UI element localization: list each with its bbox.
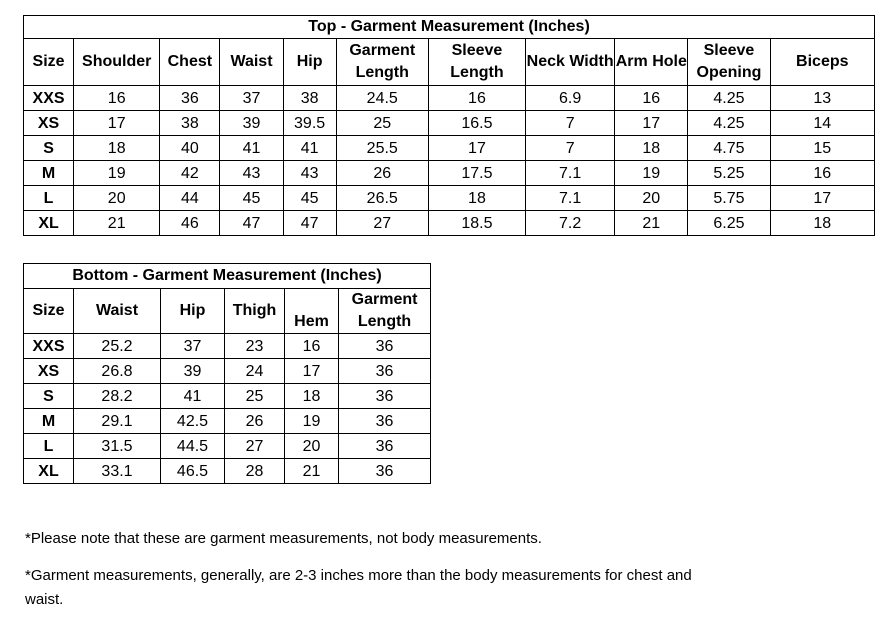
table-cell: 40	[160, 136, 220, 161]
table-cell: 17	[74, 111, 160, 136]
table-cell: 43	[220, 161, 283, 186]
size-cell: S	[24, 384, 74, 409]
table-cell: 37	[220, 86, 283, 111]
header-chest: Chest	[160, 39, 220, 86]
table-row	[24, 459, 431, 484]
table-cell: 26	[336, 161, 428, 186]
table-cell: 7	[526, 111, 615, 136]
bottom-table-title: Bottom - Garment Measurement (Inches)	[24, 264, 431, 289]
size-cell: XS	[24, 111, 74, 136]
table-cell: 17	[770, 186, 874, 211]
size-cell: XXS	[24, 86, 74, 111]
bottom-table-body	[24, 334, 431, 484]
table-cell: 46.5	[161, 459, 225, 484]
table-row	[24, 409, 431, 434]
table-row	[24, 384, 431, 409]
table-cell: 41	[283, 136, 336, 161]
size-cell: S	[24, 136, 74, 161]
table-cell: 38	[283, 86, 336, 111]
table-cell: 47	[283, 211, 336, 236]
table-row	[24, 186, 875, 211]
size-cell: M	[24, 409, 74, 434]
size-cell: XS	[24, 359, 74, 384]
top-table-header-row	[24, 39, 875, 86]
table-row	[24, 434, 431, 459]
table-cell: 33.1	[74, 459, 161, 484]
table-cell: 17	[428, 136, 525, 161]
table-cell: 36	[339, 334, 431, 359]
table-cell: 16.5	[428, 111, 525, 136]
table-cell: 23	[225, 334, 285, 359]
table-cell: 47	[220, 211, 283, 236]
table-cell: 44.5	[161, 434, 225, 459]
table-cell: 18	[285, 384, 339, 409]
table-cell: 7	[526, 136, 615, 161]
table-cell: 16	[428, 86, 525, 111]
table-cell: 42.5	[161, 409, 225, 434]
table-cell: 36	[160, 86, 220, 111]
table-cell: 16	[770, 161, 874, 186]
table-row	[24, 211, 875, 236]
table-row	[24, 86, 875, 111]
note-measurement-difference: *Garment measurements, generally, are 2-3 inches more than the body measurements for chest and waist.	[25, 567, 692, 608]
table-row	[24, 136, 875, 161]
table-cell: 21	[74, 211, 160, 236]
table-cell: 39	[220, 111, 283, 136]
header-hem: Hem	[285, 289, 339, 334]
table-cell: 19	[285, 409, 339, 434]
table-cell: 19	[615, 161, 688, 186]
table-cell: 6.9	[526, 86, 615, 111]
table-cell: 36	[339, 434, 431, 459]
table-cell: 20	[74, 186, 160, 211]
table-cell: 18	[615, 136, 688, 161]
table-cell: 4.25	[688, 111, 770, 136]
table-cell: 7.1	[526, 161, 615, 186]
table-cell: 36	[339, 384, 431, 409]
table-cell: 41	[161, 384, 225, 409]
table-cell: 41	[220, 136, 283, 161]
table-cell: 18	[428, 186, 525, 211]
table-row	[24, 334, 431, 359]
bottom-table-header-row	[24, 289, 431, 334]
header-waist: Waist	[220, 39, 283, 86]
table-cell: 25.2	[74, 334, 161, 359]
table-cell: 5.25	[688, 161, 770, 186]
header-garment-length: Garment Length	[339, 289, 431, 334]
note-garment-measurements: *Please note that these are garment measurements, not body measurements.	[25, 530, 542, 547]
table-cell: 38	[160, 111, 220, 136]
table-cell: 21	[615, 211, 688, 236]
size-cell: M	[24, 161, 74, 186]
table-cell: 27	[225, 434, 285, 459]
table-cell: 26	[225, 409, 285, 434]
table-cell: 31.5	[74, 434, 161, 459]
header-sleeve-length: Sleeve Length	[428, 39, 525, 86]
table-cell: 39	[161, 359, 225, 384]
table-cell: 25.5	[336, 136, 428, 161]
table-cell: 19	[74, 161, 160, 186]
table-cell: 26.5	[336, 186, 428, 211]
table-cell: 39.5	[283, 111, 336, 136]
header-size: Size	[24, 39, 74, 86]
table-row	[24, 161, 875, 186]
header-arm-hole: Arm Hole	[615, 39, 688, 86]
table-cell: 36	[339, 459, 431, 484]
table-cell: 6.25	[688, 211, 770, 236]
table-cell: 28	[225, 459, 285, 484]
table-cell: 7.1	[526, 186, 615, 211]
header-garment-length: Garment Length	[336, 39, 428, 86]
table-cell: 4.25	[688, 86, 770, 111]
table-cell: 42	[160, 161, 220, 186]
bottom-measurement-table	[23, 263, 431, 484]
table-cell: 45	[220, 186, 283, 211]
table-cell: 45	[283, 186, 336, 211]
header-neck-width: Neck Width	[526, 39, 615, 86]
table-cell: 20	[615, 186, 688, 211]
table-cell: 27	[336, 211, 428, 236]
table-cell: 29.1	[74, 409, 161, 434]
header-size: Size	[24, 289, 74, 334]
table-cell: 5.75	[688, 186, 770, 211]
header-waist: Waist	[74, 289, 161, 334]
header-shoulder: Shoulder	[74, 39, 160, 86]
table-cell: 37	[161, 334, 225, 359]
header-biceps: Biceps	[770, 39, 874, 86]
header-sleeve-opening: Sleeve Opening	[688, 39, 770, 86]
table-cell: 26.8	[74, 359, 161, 384]
table-cell: 36	[339, 409, 431, 434]
table-cell: 24	[225, 359, 285, 384]
table-row	[24, 111, 875, 136]
table-row	[24, 359, 431, 384]
size-cell: L	[24, 186, 74, 211]
size-cell: L	[24, 434, 74, 459]
table-cell: 13	[770, 86, 874, 111]
table-cell: 36	[339, 359, 431, 384]
table-cell: 18	[74, 136, 160, 161]
table-cell: 21	[285, 459, 339, 484]
top-measurement-table	[23, 15, 875, 236]
table-cell: 17.5	[428, 161, 525, 186]
header-hip: Hip	[283, 39, 336, 86]
size-cell: XL	[24, 211, 74, 236]
table-cell: 14	[770, 111, 874, 136]
table-cell: 16	[285, 334, 339, 359]
table-cell: 7.2	[526, 211, 615, 236]
table-cell: 16	[74, 86, 160, 111]
top-table-body	[24, 86, 875, 236]
table-cell: 4.75	[688, 136, 770, 161]
table-cell: 16	[615, 86, 688, 111]
table-cell: 43	[283, 161, 336, 186]
table-cell: 18	[770, 211, 874, 236]
table-cell: 18.5	[428, 211, 525, 236]
table-cell: 15	[770, 136, 874, 161]
table-cell: 28.2	[74, 384, 161, 409]
size-cell: XL	[24, 459, 74, 484]
header-hip: Hip	[161, 289, 225, 334]
table-cell: 17	[285, 359, 339, 384]
table-cell: 46	[160, 211, 220, 236]
table-cell: 24.5	[336, 86, 428, 111]
header-thigh: Thigh	[225, 289, 285, 334]
top-table-title: Top - Garment Measurement (Inches)	[24, 16, 875, 39]
table-cell: 25	[225, 384, 285, 409]
table-cell: 20	[285, 434, 339, 459]
table-cell: 17	[615, 111, 688, 136]
table-cell: 25	[336, 111, 428, 136]
table-cell: 44	[160, 186, 220, 211]
size-cell: XXS	[24, 334, 74, 359]
